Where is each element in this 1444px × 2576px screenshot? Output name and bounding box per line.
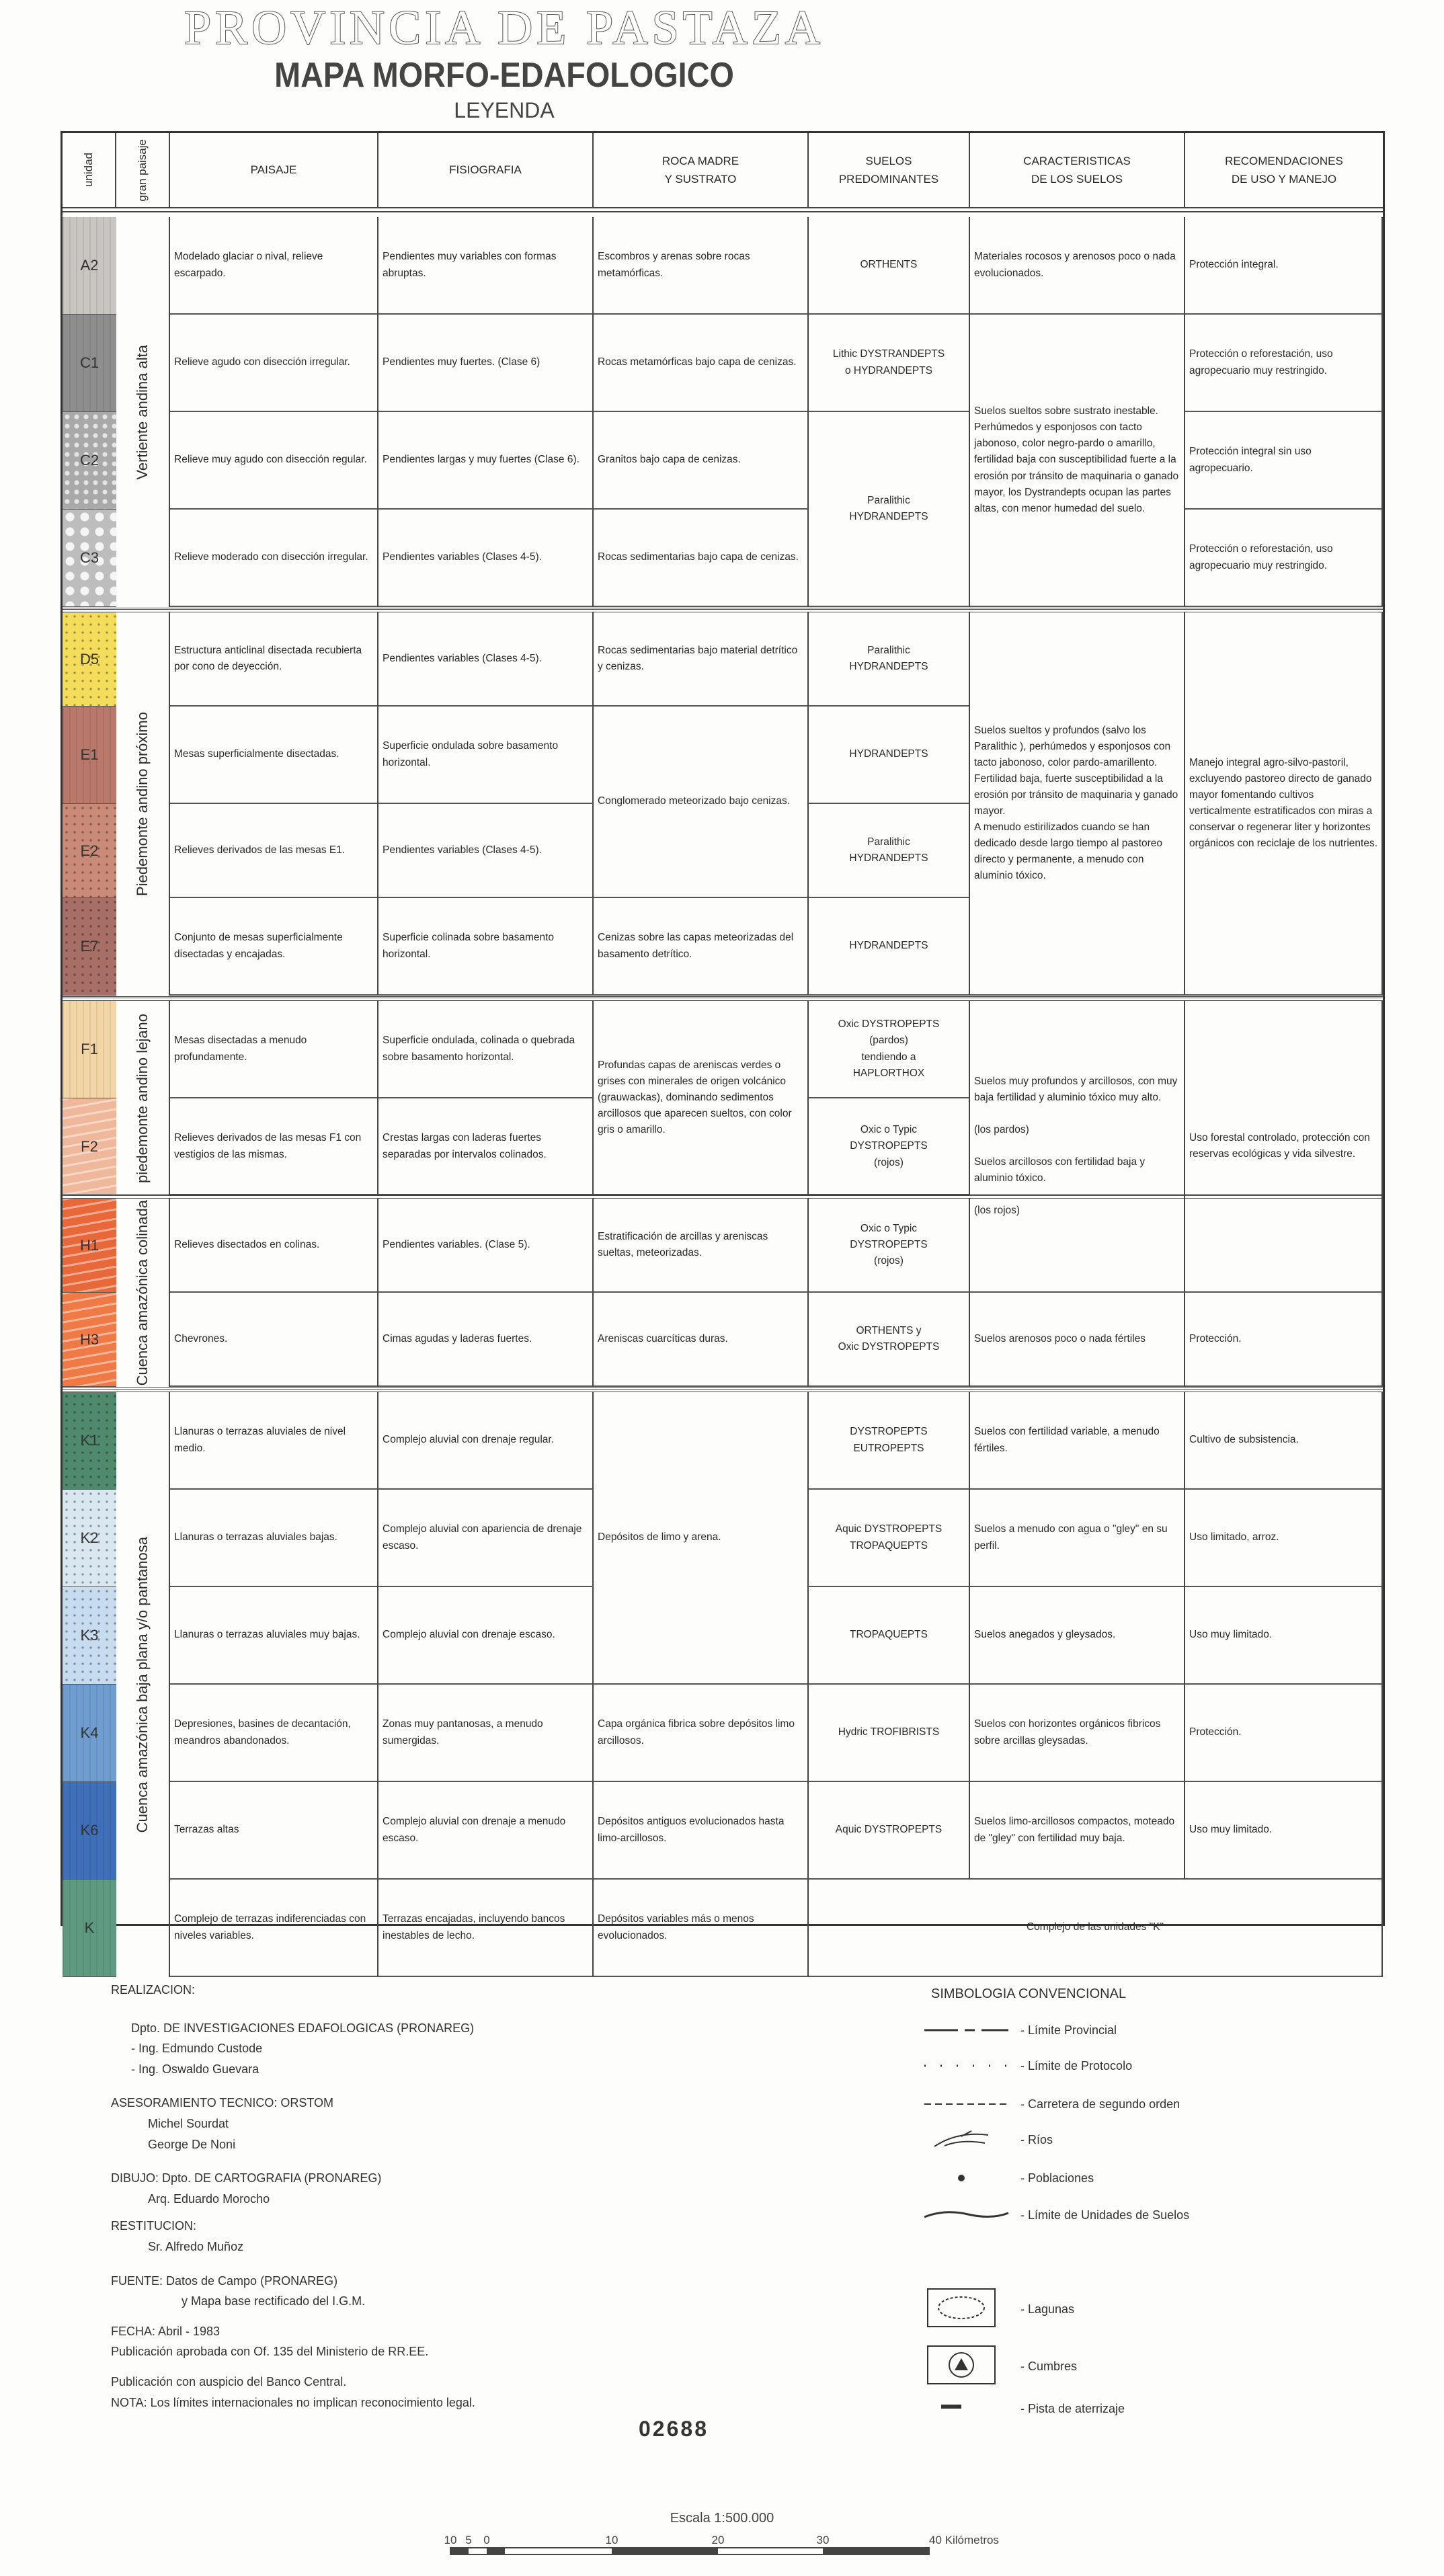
symbol-label: - Límite de Protocolo	[1020, 2058, 1133, 2072]
unit-code: E7	[80, 938, 99, 955]
symbol-row	[921, 2399, 1125, 2419]
suelos-cell: Oxic o Typic DYSTROPEPTS (rojos)	[809, 1199, 970, 1293]
fisiografia-cell: Pendientes variables (Clases 4-5).	[378, 804, 594, 898]
suelos-cell: ORTHENTS y Oxic DYSTROPEPTS	[809, 1293, 970, 1387]
fuente-2: y Mapa base rectificado del I.G.M.	[182, 2294, 366, 2308]
sheet-number: 02688	[639, 2417, 709, 2441]
unit-code: K	[84, 1919, 95, 1936]
caracteristicas-cell: Materiales rocosos y arenosos poco o nada evolucionados.	[970, 217, 1185, 315]
unit-swatch-k2	[63, 1490, 116, 1587]
province-title: PROVINCIA DE PASTAZA	[184, 1, 824, 54]
group-separator	[63, 1387, 1383, 1392]
symbol-label: - Pista de aterrizaje	[1020, 2401, 1125, 2415]
paisaje-cell: Llanuras o terrazas aluviales bajas.	[170, 1490, 378, 1587]
roca-cell: Estratificación de arcillas y areniscas sueltas, meteorizadas.	[594, 1199, 809, 1293]
ing-2: - Ing. Oswaldo Guevara	[131, 2062, 259, 2076]
suelos-cell: Oxic DYSTROPEPTS (pardos) tendiendo a HAPLORTHOX	[809, 1001, 970, 1098]
scale-bar-segment	[487, 2548, 505, 2554]
gran-paisaje-group: Piedemonte andino próximo	[116, 612, 170, 996]
legend-table	[61, 131, 1385, 1941]
fisiografia-cell: Complejo aluvial con drenaje regular.	[378, 1392, 594, 1490]
scale-label: Escala 1:500.000	[670, 2511, 774, 2526]
unit-swatch-e1	[63, 707, 116, 804]
roca-cell: Conglomerado meteorizado bajo cenizas.	[594, 707, 809, 898]
unit-swatch-d5	[63, 612, 116, 707]
suelos-cell: HYDRANDEPTS	[809, 898, 970, 996]
scale-bar	[444, 2533, 999, 2567]
caracteristicas-cell: Suelos con horizontes orgánicos fibricos sobre arcillas gleysadas.	[970, 1685, 1185, 1782]
dpto-inv: Dpto. DE INVESTIGACIONES EDAFOLOGICAS (PRONAREG)	[131, 2021, 475, 2035]
gran-paisaje-group: Vertiente andina alta	[116, 217, 170, 607]
caracteristicas-cell: Suelos anegados y gleysados.	[970, 1587, 1185, 1685]
group-separator	[63, 1194, 1383, 1199]
header-paisaje: PAISAJE	[170, 133, 378, 207]
publicacion-2: Publicación con auspicio del Banco Central.	[111, 2374, 347, 2388]
restitucion-name: Sr. Alfredo Muñoz	[148, 2239, 244, 2253]
fisiografia-cell: Terrazas encajadas, incluyendo bancos inestables de lecho.	[378, 1880, 594, 1977]
scale-tick-label: 40 Kilómetros	[929, 2534, 999, 2546]
caracteristicas-cell: Suelos a menudo con agua o "gley" en su perfil.	[970, 1490, 1185, 1587]
unit-code: A2	[80, 257, 99, 274]
symbol-label: - Cumbres	[1020, 2359, 1078, 2373]
recomendaciones-cell: Protección o reforestación, uso agropecuario muy restringido.	[1185, 510, 1383, 607]
recomendaciones-cell: Manejo integral agro-silvo-pastoril, excluyendo pastoreo directo de ganado mayor fomentando cultivos verticalmente estratificados con miras a conservar o regenerar liter y horizontes orgánicos con reciclaje de los nutrientes.	[1185, 612, 1383, 996]
recomendaciones-cell: Uso muy limitado.	[1185, 1782, 1383, 1880]
caracteristicas-cell: Suelos sueltos sobre sustrato inestable. Perhúmedos y esponjosos con tacto jabonoso, color negro-pardo o amarillo, fertilidad baja con susceptibilidad fuerte a la erosión por tránsito de maquinaria o ganado mayor, los Dystrandepts ocupan las partes altas, con menor humedad del suelo.	[970, 315, 1185, 607]
roca-cell: Depósitos de limo y arena.	[594, 1392, 809, 1685]
fisiografia-cell: Complejo aluvial con apariencia de drenaje escaso.	[378, 1490, 594, 1587]
symbol-row	[921, 2168, 1094, 2188]
symbol-icon	[921, 2020, 1015, 2040]
symbol-label: - Ríos	[1020, 2132, 1053, 2146]
suelos-cell: ORTHENTS	[809, 217, 970, 315]
unit-code: K6	[80, 1822, 99, 1839]
scale-tick-label: 10	[605, 2534, 618, 2546]
unit-code: H3	[79, 1330, 99, 1348]
fisiografia-cell: Cimas agudas y laderas fuertes.	[378, 1293, 594, 1387]
fisiografia-cell: Pendientes variables (Clases 4-5).	[378, 510, 594, 607]
symbol-label: - Carretera de segundo orden	[1020, 2097, 1180, 2111]
fisiografia-cell: Superficie ondulada sobre basamento horizontal.	[378, 707, 594, 804]
nota: NOTA: Los límites internacionales no implican reconocimiento legal.	[111, 2395, 475, 2409]
scale-tick-label: 0	[483, 2534, 490, 2546]
recomendaciones-cell: Uso forestal controlado, protección con reservas ecológicas y vida silvestre.	[1185, 1001, 1383, 1293]
recomendaciones-cell: Protección integral.	[1185, 217, 1383, 315]
symbol-icon	[921, 2346, 1015, 2386]
header-unidad: unidad	[63, 133, 116, 207]
caracteristicas-cell: Suelos con fertilidad variable, a menudo fértiles.	[970, 1392, 1185, 1490]
scale-tick-label: 20	[711, 2534, 725, 2546]
suelos-cell: HYDRANDEPTS	[809, 707, 970, 804]
paisaje-cell: Conjunto de mesas superficialmente disectadas y encajadas.	[170, 898, 378, 996]
suelos-cell: Aquic DYSTROPEPTS	[809, 1782, 970, 1880]
symbol-label: - Lagunas	[1020, 2302, 1075, 2316]
symbol-row	[921, 2094, 1180, 2114]
symbol-row	[921, 2205, 1189, 2225]
paisaje-cell: Relieve muy agudo con disección regular.	[170, 412, 378, 510]
unit-code: H1	[79, 1236, 99, 1254]
paisaje-cell: Chevrones.	[170, 1293, 378, 1387]
paisaje-cell: Modelado glaciar o nival, relieve escarpado.	[170, 217, 378, 315]
fisiografia-cell: Zonas muy pantanosas, a menudo sumergidas.	[378, 1685, 594, 1782]
fisiografia-cell: Superficie ondulada, colinada o quebrada sobre basamento horizontal.	[378, 1001, 594, 1098]
fisiografia-cell: Pendientes variables (Clases 4-5).	[378, 612, 594, 707]
header-roca-madre: ROCA MADRE Y SUSTRATO	[594, 133, 809, 207]
header-fisiografia: FISIOGRAFIA	[378, 133, 594, 207]
suelos-cell: Hydric TROFIBRISTS	[809, 1685, 970, 1782]
dibujo-name: Arq. Eduardo Morocho	[148, 2191, 270, 2206]
scale-bar-segment	[612, 2548, 718, 2554]
paisaje-cell: Relieves derivados de las mesas F1 con vestigios de las mismas.	[170, 1098, 378, 1196]
unit-swatch-h3	[63, 1293, 116, 1387]
paisaje-cell: Relieves derivados de las mesas E1.	[170, 804, 378, 898]
group-separator	[63, 608, 1383, 612]
roca-cell: Rocas sedimentarias bajo capa de cenizas.	[594, 510, 809, 607]
suelos-cell: Aquic DYSTROPEPTS TROPAQUEPTS	[809, 1490, 970, 1587]
unit-swatch-c3	[63, 510, 116, 607]
symbol-icon	[921, 2289, 1015, 2329]
scale-bar-segment	[450, 2548, 469, 2554]
restitucion-label: RESTITUCION:	[111, 2219, 197, 2233]
symbol-icon	[921, 2094, 1015, 2114]
asesoramiento-label: ASESORAMIENTO TECNICO: ORSTOM	[111, 2096, 334, 2110]
unit-swatch-k	[63, 1880, 116, 1977]
fisiografia-cell: Complejo aluvial con drenaje escaso.	[378, 1587, 594, 1685]
unit-swatch-f1	[63, 1001, 116, 1098]
fisiografia-cell: Pendientes variables. (Clase 5).	[378, 1199, 594, 1293]
unit-swatch-e7	[63, 898, 116, 996]
header-recomendaciones: RECOMENDACIONES DE USO Y MANEJO	[1225, 154, 1343, 186]
symbol-icon	[921, 2168, 1015, 2188]
legend-title: LEYENDA	[454, 98, 555, 122]
recomendaciones-cell: Uso limitado, arroz.	[1185, 1490, 1383, 1587]
unit-swatch-c1	[63, 315, 116, 412]
roca-cell: Areniscas cuarcíticas duras.	[594, 1293, 809, 1387]
paisaje-cell: Complejo de terrazas indiferenciadas con niveles variables.	[170, 1880, 378, 1977]
unit-swatch-h1	[63, 1199, 116, 1293]
paisaje-cell: Mesas superficialmente disectadas.	[170, 707, 378, 804]
recomendaciones-cell: Uso muy limitado.	[1185, 1587, 1383, 1685]
fisiografia-cell: Pendientes muy fuertes. (Clase 6)	[378, 315, 594, 412]
asesor-2: George De Noni	[148, 2137, 236, 2151]
unit-swatch-k4	[63, 1685, 116, 1782]
unit-code: K2	[80, 1529, 99, 1546]
roca-cell: Rocas metamórficas bajo capa de cenizas.	[594, 315, 809, 412]
unit-code: K4	[80, 1724, 99, 1741]
unit-code: F2	[81, 1138, 98, 1155]
suelos-cell: DYSTROPEPTS EUTROPEPTS	[809, 1392, 970, 1490]
symbol-icon	[921, 2130, 1015, 2150]
symbol-label: - Límite Provincial	[1020, 2023, 1117, 2037]
recomendaciones-cell: Cultivo de subsistencia.	[1185, 1392, 1383, 1490]
symbology-title: SIMBOLOGIA CONVENCIONAL	[931, 1986, 1127, 2001]
scale-bar-segment	[823, 2548, 929, 2554]
scale-tick-label: 5	[465, 2534, 472, 2546]
paisaje-cell: Terrazas altas	[170, 1782, 378, 1880]
k-complex-cell: Complejo de las unidades "K"	[809, 1880, 1383, 1977]
ing-1: - Ing. Edmundo Custode	[131, 2042, 263, 2056]
unit-code: C3	[79, 549, 99, 566]
fisiografia-cell: Superficie colinada sobre basamento horizontal.	[378, 898, 594, 996]
unit-swatch-f2	[63, 1098, 116, 1196]
roca-cell: Escombros y arenas sobre rocas metamórficas.	[594, 217, 809, 315]
symbol-row	[921, 2289, 1074, 2329]
paisaje-cell: Relieve moderado con disección irregular.	[170, 510, 378, 607]
paisaje-cell: Llanuras o terrazas aluviales muy bajas.	[170, 1587, 378, 1685]
unit-swatch-c2	[63, 412, 116, 510]
unit-code: K3	[80, 1627, 99, 1644]
symbol-label: - Límite de Unidades de Suelos	[1020, 2208, 1190, 2222]
roca-cell: Rocas sedimentarias bajo material detrítico y cenizas.	[594, 612, 809, 707]
caracteristicas-cell: Suelos muy profundos y arcillosos, con muy baja fertilidad y aluminio tóxico muy alto. (los pardos) Suelos arcillosos con fertilidad baja y aluminio tóxico. (los rojos)	[970, 1001, 1185, 1293]
unit-code: C2	[79, 452, 99, 469]
unit-swatch-k3	[63, 1587, 116, 1685]
roca-cell: Depósitos antiguos evolucionados hasta limo-arcillosos.	[594, 1782, 809, 1880]
suelos-cell: Paralithic HYDRANDEPTS	[809, 804, 970, 898]
suelos-cell: TROPAQUEPTS	[809, 1587, 970, 1685]
fisiografia-cell: Pendientes largas y muy fuertes (Clase 6).	[378, 412, 594, 510]
footer-credits	[111, 1980, 475, 2413]
group-separator	[63, 996, 1383, 1001]
symbol-row	[921, 2056, 1132, 2076]
caracteristicas-cell: Suelos limo-arcillosos compactos, moteado de "gley" con fertilidad muy baja.	[970, 1782, 1185, 1880]
suelos-cell: Paralithic HYDRANDEPTS	[809, 612, 970, 707]
fuente-label: FUENTE: Datos de Campo (PRONAREG)	[111, 2273, 338, 2288]
unit-code: E1	[80, 746, 99, 763]
unit-code: K1	[80, 1432, 99, 1449]
roca-cell: Depósitos variables más o menos evolucionados.	[594, 1880, 809, 1977]
header-caracteristicas: CARACTERISTICAS DE LOS SUELOS	[970, 133, 1185, 207]
paisaje-cell: Llanuras o terrazas aluviales de nivel medio.	[170, 1392, 378, 1490]
suelos-cell: Paralithic HYDRANDEPTS	[809, 412, 970, 607]
fecha-label: FECHA: Abril - 1983	[111, 2324, 220, 2338]
fisiografia-cell: Complejo aluvial con drenaje a menudo escaso.	[378, 1782, 594, 1880]
asesor-1: Michel Sourdat	[148, 2116, 229, 2130]
symbol-row	[921, 2130, 1053, 2150]
suelos-cell: Lithic DYSTRANDEPTS o HYDRANDEPTS	[809, 315, 970, 412]
recomendaciones-cell: Protección.	[1185, 1685, 1383, 1782]
map-title: MAPA MORFO-EDAFOLOGICO	[274, 56, 734, 95]
dibujo-label: DIBUJO: Dpto. DE CARTOGRAFIA (PRONAREG)	[111, 2171, 382, 2185]
symbol-row	[921, 2346, 1077, 2386]
unit-swatch-k1	[63, 1392, 116, 1490]
gran-paisaje-group: Cuenca amazónica baja plana y/o pantanosa	[116, 1392, 170, 1977]
unit-code: C1	[79, 354, 99, 371]
symbol-row	[921, 2020, 1117, 2040]
symbol-icon	[921, 2205, 1015, 2225]
header-suelos: SUELOS PREDOMINANTES	[809, 133, 970, 207]
symbol-icon	[921, 2056, 1015, 2076]
roca-cell: Capa orgánica fibrica sobre depósitos limo arcillosos.	[594, 1685, 809, 1782]
suelos-cell: Oxic o Typic DYSTROPEPTS (rojos)	[809, 1098, 970, 1196]
gran-paisaje-group: piedemonte andino lejano	[116, 1001, 170, 1196]
unit-swatch-k6	[63, 1782, 116, 1880]
symbol-icon	[921, 2399, 1015, 2419]
recomendaciones-cell: Protección o reforestación, uso agropecuario muy restringido.	[1185, 315, 1383, 412]
unit-code: F1	[81, 1041, 98, 1057]
realizacion-label: REALIZACION:	[111, 1983, 196, 1997]
unit-code: E2	[80, 842, 99, 859]
recomendaciones-cell: Protección.	[1185, 1293, 1383, 1387]
caracteristicas-cell: Suelos arenosos poco o nada fértiles	[970, 1293, 1185, 1387]
unit-swatch-a2	[63, 217, 116, 315]
paisaje-cell: Depresiones, basines de decantación, meandros abandonados.	[170, 1685, 378, 1782]
paisaje-cell: Relieves disectados en colinas.	[170, 1199, 378, 1293]
symbol-label: - Poblaciones	[1020, 2171, 1094, 2185]
recomendaciones-cell: Protección integral sin uso agropecuario.	[1185, 412, 1383, 510]
header-gran-paisaje: gran paisaje	[116, 133, 170, 207]
fisiografia-cell: Crestas largas con laderas fuertes separadas por intervalos colinados.	[378, 1098, 594, 1196]
scale-tick-label: 30	[816, 2534, 830, 2546]
unit-code: D5	[79, 650, 99, 668]
paisaje-cell: Relieve agudo con disección irregular.	[170, 315, 378, 412]
gran-paisaje-group: Cuenca amazónica colinada	[116, 1199, 170, 1387]
paisaje-cell: Mesas disectadas a menudo profundamente.	[170, 1001, 378, 1098]
publicacion-1: Publicación aprobada con Of. 135 del Ministerio de RR.EE.	[111, 2345, 429, 2359]
paisaje-cell: Estructura anticlinal disectada recubierta por cono de deyección.	[170, 612, 378, 707]
caracteristicas-cell: Suelos sueltos y profundos (salvo los Paralithic ), perhúmedos y esponjosos con tacto jabonoso, color pardo-amarillento. Fertilidad baja, fuerte susceptibilidad a la erosión por tránsito de maquinaria y ganado mayor. A menudo estirilizados cuando se han dedicado desde largo tiempo al pastoreo directo y permanente, a menudo con aluminio tóxico.	[970, 612, 1185, 996]
roca-cell: Profundas capas de areniscas verdes o grises con minerales de origen volcánico (grauwackas), dominando sedimentos arcillosos que aparecen sueltos, con color gris o amarillo.	[594, 1001, 809, 1196]
unit-swatch-e2	[63, 804, 116, 898]
scale-tick-label: 10	[444, 2534, 457, 2546]
fisiografia-cell: Pendientes muy variables con formas abruptas.	[378, 217, 594, 315]
roca-cell: Granitos bajo capa de cenizas.	[594, 412, 809, 510]
roca-cell: Cenizas sobre las capas meteorizadas del basamento detrítico.	[594, 898, 809, 996]
